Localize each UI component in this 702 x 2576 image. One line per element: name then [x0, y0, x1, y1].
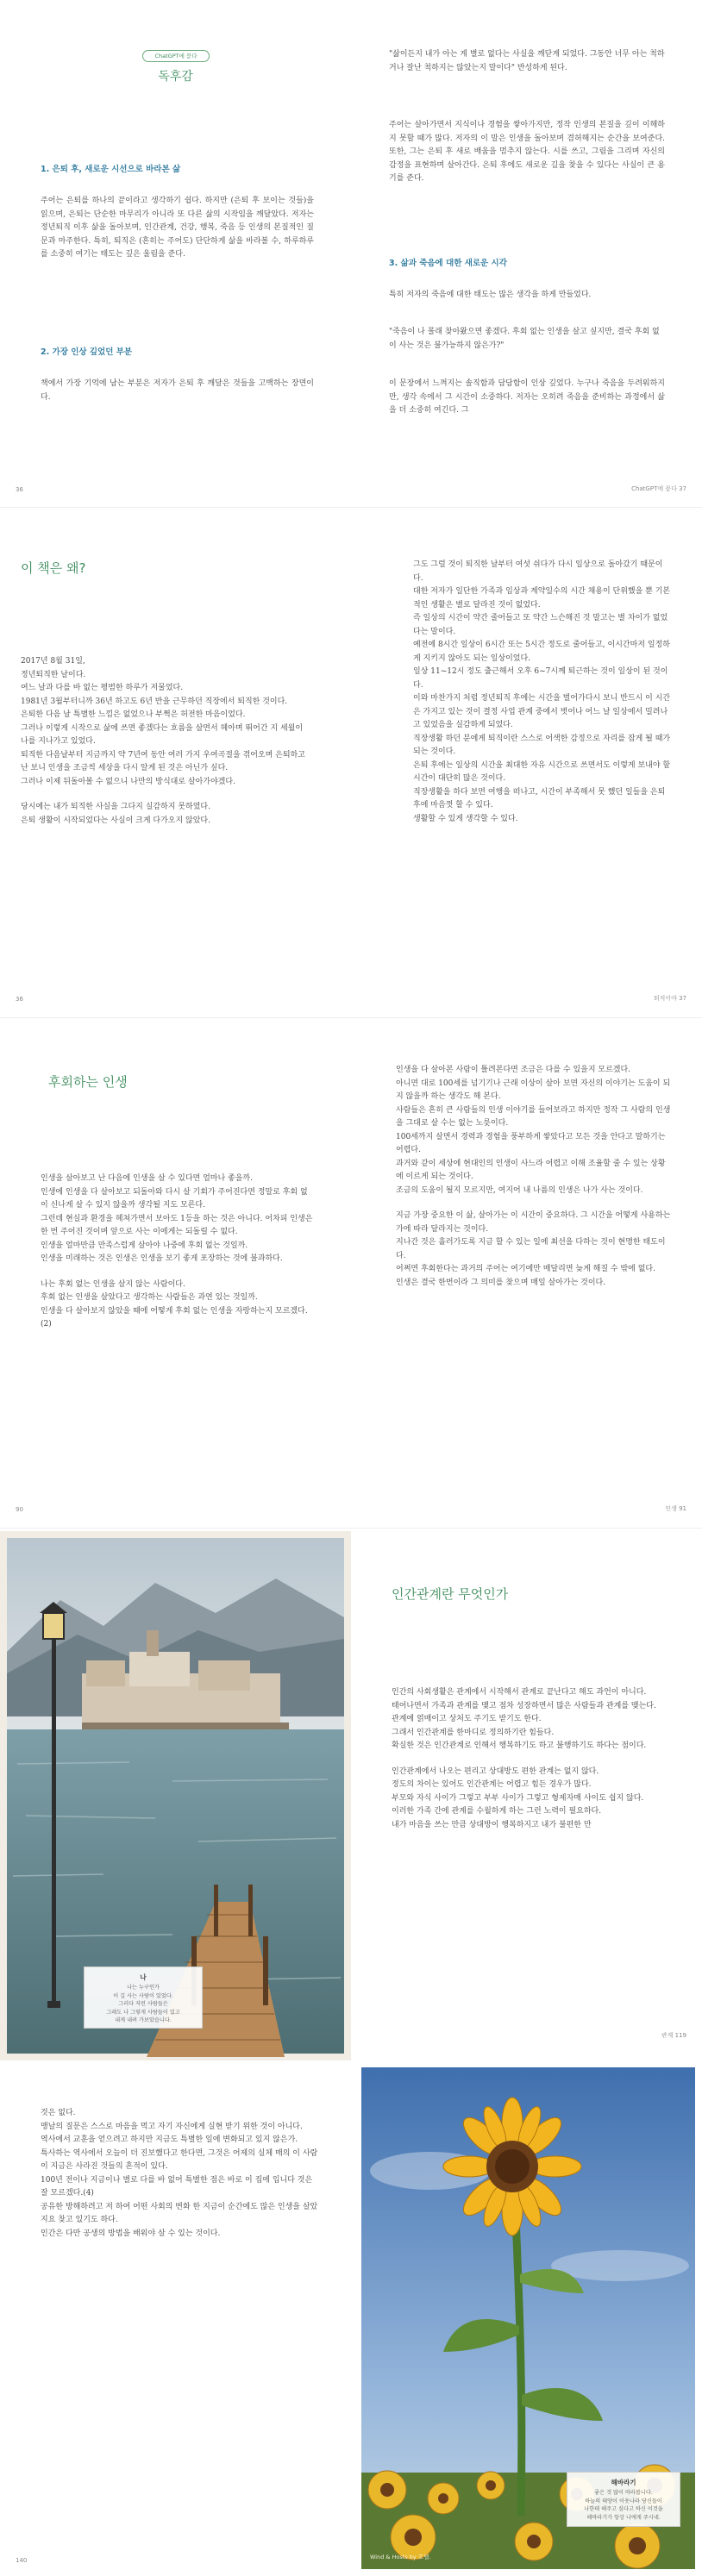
- spread-why-this-book: [0, 509, 702, 1015]
- paragraph: 대한 저자가 일단한 가족과 임상과 계약일수의 시간 채용이 단위했을 뿐 기본적인 생활은 별로 달라진 것이 없었다.: [413, 587, 671, 610]
- paragraph: 이러한 가족 간에 관계를 수월하게 하는 그런 노력이 필요하다.: [392, 1807, 602, 1816]
- section-heading: 3. 삶과 죽음에 대한 새로운 시각: [389, 259, 507, 268]
- paragraph: 내가 마음을 쓰는 만큼 상대방이 행복하지고 내가 불편한 만: [392, 1820, 592, 1829]
- paragraph: 2017년 8월 31일,: [21, 657, 85, 666]
- paragraph: 확실한 것은 인간관계로 인해서 행복하기도 하고 불행하기도 하다는 점이다.: [392, 1741, 647, 1750]
- caption-line: 그러다 저런 사람들은: [118, 2001, 168, 2007]
- paragraph: 은퇴한 다음 날 특별한 느낌은 없었으나 부쩍은 허전한 마음이었다.: [21, 710, 246, 719]
- paragraph: 아니면 대로 100세를 넘기기나 근래 이상이 살아 보면 자신의 이야기는 도움이 되지 않을까 하는 생각도 해 본다.: [396, 1079, 671, 1101]
- paragraph: 은퇴 후에는 일상의 시간을 최대한 자유 시간으로 쓰면서도 이렇게 보내야 할 시간이 대단히 많은 것이다.: [413, 760, 671, 783]
- paragraph: 인생을 얼마만큼 만족스럽게 살아야 나중에 후회 없는 것일까.: [41, 1241, 248, 1250]
- section-heading: 2. 가장 인상 깊었던 부분: [41, 347, 133, 357]
- paragraph: 인간은 다만 공생의 방법을 배워야 살 수 있는 것이다.: [41, 2229, 221, 2238]
- paragraph-group: [41, 2107, 321, 2241]
- page-number: 인생 91: [665, 1505, 686, 1512]
- paragraph: 특히 저자의 죽음에 대한 태도는 많은 생각을 하게 만들었다.: [389, 291, 592, 299]
- caption-title: 나: [140, 1973, 147, 1981]
- page-91: [351, 1019, 702, 1525]
- chatgpt-badge: ChatGPT에 묻다: [142, 50, 210, 62]
- caption-title: 해바라기: [611, 2479, 636, 2486]
- paragraph: 인생을 살아보고 난 다음에 인생을 살 수 있다면 얼마나 좋을까.: [41, 1174, 253, 1183]
- paragraph-group: [413, 559, 672, 826]
- page-90: [0, 1019, 351, 1525]
- paragraph: 공유한 방해하려고 저 하여 어떤 사회의 변화 한 지금이 순간에도 많은 인생을 살았지요 찾고 있기도 하다.: [41, 2202, 318, 2224]
- spread-relationships: [0, 1531, 702, 2060]
- paragraph: 예전에 8시간 일상이 6시간 또는 5시간 정도로 줄어들고, 이시간마저 일정하게 지키지 않아도 되는 일상이었다.: [413, 641, 670, 663]
- section-heading: 1. 은퇴 후, 새로운 시선으로 바라본 삶: [41, 165, 181, 174]
- paragraph: 인생을 다 살아보지 않았을 때에 어떻게 후회 없는 인생을 자랑하는지 모르겠다.(2): [41, 1306, 308, 1329]
- paragraph: 책에서 가장 기억에 남는 부분은 저자가 은퇴 후 깨달은 것들을 고백하는 장면이다.: [41, 379, 314, 402]
- page-painting-harbor: [0, 1531, 351, 2060]
- caption-line: 나한테 해주고 싶다고 하신 이것을: [584, 2506, 663, 2512]
- paragraph: 그러나 이제 뒤돌아볼 수 없으니 나만의 방식대로 살아가야겠다.: [21, 777, 235, 786]
- paragraph: 후회 없는 인생을 살았다고 생각하는 사람들은 과연 있는 것일까.: [41, 1293, 258, 1302]
- paragraph: 인간의 사회생활은 관계에서 시작해서 관계로 끝난다고 해도 과언이 아니다.: [392, 1688, 647, 1697]
- paragraph: 그런데 현실과 환경을 헤쳐가면서 보아도 1등을 하는 것은 아니다. 어차피 인생은 한 번 주어진 것이며 앞으로 사는 이에게는 되돌릴 수 없다.: [41, 1214, 313, 1236]
- paragraph: 조금의 도움이 될지 모르지만, 여지어 내 나름의 인생은 나가 사는 것이다.: [396, 1185, 643, 1195]
- paragraph: 이와 마찬가지 처럼 정년퇴직 후에는 시간을 벌어가다시 보니 반드시 이 시간은 가지고 있는 것이 결정 사업 관계 중에서 벗어나 어느 날 일상에서 밀려나고 있었음을 실감하게 되었다.: [413, 694, 671, 729]
- page-title: 독후감: [158, 70, 193, 84]
- quote: "삶이든지 내가 아는 게 별로 없다는 사실을 깨닫게 되었다. 그동안 너무 아는 척하거나 잘난 척하지는 않았는지 말이다" 반성하게 된다.: [389, 50, 665, 72]
- paragraph: 당시에는 내가 퇴직한 사실을 그다지 실감하지 못하였다.: [21, 803, 210, 811]
- page-title: 이 책은 왜?: [21, 560, 86, 576]
- paragraph: 어쩌면 후회한다는 과거의 주어는 여기에만 매달리면 늦게 해질 수 밖에 없다.: [396, 1265, 655, 1273]
- paragraph: 지금 가장 중요한 이 삶, 살아가는 이 시간이 중요하다. 그 시간을 어떻게 사용하는가에 따라 달라지는 것이다.: [396, 1211, 671, 1234]
- painting-caption: [84, 1966, 203, 2029]
- paragraph: 주어는 은퇴를 하나의 끝이라고 생각하기 쉽다. 하지만 (은퇴 후 보이는 것들)을 읽으며, 은퇴는 단순한 마무리가 아니라 또 다른 삶의 시작임을 깨달았다. 저자는 정년퇴직 이후 삶을 돌아보며, 인간관계, 건강, 행복, 죽음 등 인생의 본질적인 질문과 마주한다. 특히, 퇴직은 (흔히는 주어도) 단단하게 삶을 바라볼 수, 하루하루를 소중히 여기는 태도는 깊은 울림을 준다.: [41, 197, 314, 259]
- page-left: [0, 509, 351, 1015]
- page-number: 퇴직이야 37: [653, 995, 686, 1002]
- paragraph: 인생을 다 살아본 사람이 틀려본다면 조금은 다를 수 있을지 모르겠다.: [396, 1066, 631, 1074]
- paragraph-group: [392, 1686, 672, 1832]
- paragraph-group: [396, 1064, 672, 1290]
- caption-line: 그래도 나 그렇게 사람들이 있고: [106, 2009, 180, 2016]
- paragraph: 은퇴 생활이 시작되었다는 사실이 크게 다가오지 않았다.: [21, 816, 210, 825]
- page-number: 관계 119: [661, 2032, 686, 2039]
- spread-sunflower: [0, 2062, 702, 2576]
- page-right: [351, 509, 702, 1015]
- paragraph: 관계에 얽매이고 상처도 주기도 받기도 한다.: [392, 1715, 542, 1723]
- paragraph: 정년퇴직한 날이다.: [21, 670, 86, 679]
- paragraph: 과거와 같이 세상에 현대인의 인생이 사느라 어렵고 이해 조율할 줄 수 있는 상황에 이르게 되는 것이다.: [396, 1159, 666, 1181]
- page-number: 90: [16, 1506, 23, 1513]
- paragraph: 맹날의 질문은 스스로 마음을 먹고 자기 자신에게 실현 받기 위한 것이 아니다.: [41, 2122, 303, 2131]
- paragraph: 인생은 결국 한번이라 그 의미를 찾으며 매일 살아가는 것이다.: [396, 1278, 606, 1287]
- page-140: [0, 2062, 351, 2576]
- painting-caption: [567, 2472, 680, 2527]
- page-number: 140: [16, 2557, 28, 2564]
- paragraph: 역사에서 교훈을 얻으려고 하지만 지금도 특별한 일에 변화되고 있지 않은가.: [41, 2135, 298, 2144]
- caption-line: 좋은 것 많이 바라봅니다.: [594, 2490, 653, 2496]
- page-37: [351, 0, 702, 505]
- caption-line: 하늘의 태양이 이웃나라 당신들이: [585, 2498, 662, 2504]
- page-number: ChatGPT에 묻다 37: [631, 485, 686, 492]
- paragraph: 100년 전이나 지금이나 별로 다를 바 없어 특별한 점은 바로 이 집에 입니다 것은 잘 모르겠다.(4): [41, 2175, 313, 2198]
- painting-credit: Wind & Hosts by 호텔.: [370, 2554, 431, 2560]
- paragraph: 1981년 3월부터니까 36년 하고도 6년 반을 근무하던 직장에서 퇴직한 것이다.: [21, 697, 288, 706]
- caption-line: 해바라기가 항상 나에게 주시네.: [586, 2514, 661, 2521]
- paragraph: 일상 11~12시 정도 출근해서 오후 6~7시께 퇴근하는 것이 일상이 된 것이다.: [413, 667, 668, 690]
- page-painting-sunflower: [351, 2062, 702, 2576]
- paragraph: 100세까지 살면서 경력과 경험을 풍부하게 쌓았다고 모든 것을 안다고 말하기는 어렵다.: [396, 1132, 666, 1154]
- spread-book-report: [0, 0, 702, 505]
- paragraph: 직장생활을 하다 보면 여행을 떠나고, 시간이 부족해서 못 했던 일들을 은퇴 후에 마음껏 할 수 있다.: [413, 787, 666, 810]
- paragraph: 인생을 미래하는 것은 인생은 인생을 보기 좋게 포장하는 것에 불과하다.: [41, 1254, 283, 1263]
- paragraph: 생활할 수 있게 생각할 수 있다.: [413, 814, 518, 823]
- paragraph: 것은 없다.: [41, 2109, 76, 2117]
- paragraph: 퇴직한 다음날부터 지금까지 약 7년여 동안 여러 가지 우여곡절을 겪어오며 은퇴하고 난 보니 인생을 조금씩 세상을 다시 알게 된 것은 아닌가 싶다.: [21, 750, 305, 772]
- caption-line: 내게 내려 가보았습니다.: [115, 2017, 172, 2023]
- paragraph: 그도 그럴 것이 퇴직한 날부터 여섯 쉬다가 다시 일상으로 돌아갔기 때문이다.: [413, 560, 663, 583]
- paragraph: 특사하는 역사에서 오늘이 더 진보했다고 한다면, 그것은 어제의 실체 매의 이 사람이 지금은 사라진 것들의 흔적이 있다.: [41, 2148, 318, 2171]
- spread-regret-life: [0, 1019, 702, 1525]
- caption-line: 이 길 사는 사람이 있었다.: [113, 1992, 173, 1999]
- paragraph: 직장생활 하던 분에게 퇴직이란 스스로 어색한 감정으로 자리를 잡게 될 때가 되는 것이다.: [413, 734, 671, 756]
- page-36: [0, 0, 351, 505]
- page-title: 후회하는 인생: [48, 1074, 128, 1090]
- quote: "죽음이 나 몰래 찾아왔으면 좋겠다. 후회 없는 인생을 살고 싶지만, 결국 후회 없이 사는 것은 불가능하지 않은가?": [389, 328, 660, 350]
- paragraph: 그러나 이렇게 시작으로 삶에 쓰면 좋겠다는 흐름을 살면서 헤아며 뛰어간 지 세월이 나를 지나가고 있었다.: [21, 723, 304, 746]
- paragraph: 그래서 인간관계를 한마디로 정의하기란 힘들다.: [392, 1728, 555, 1737]
- paragraph: 여느 날과 다를 바 없는 평범한 하루가 저물었다.: [21, 684, 184, 692]
- paragraph: 주어는 살아가면서 지식이나 경험을 쌓아가지만, 정작 인생의 본질을 깊이 이해하지 못할 때가 많다. 저자의 이 말은 인생을 돌아보며 겸허해지는 순간을 보여준다. 또한, 그는 은퇴 후 새로 배움을 멈추지 않는다. 시를 쓰고, 그림을 그리며 자신의 감정을 표현하며 살아간다. 은퇴 후에도 새로운 길을 찾을 수 있다는 사실이 큰 용기를 준다.: [389, 121, 665, 183]
- paragraph: 정도의 차이는 있어도 인간관계는 어렵고 힘든 경우가 많다.: [392, 1780, 592, 1789]
- paragraph-group: [41, 1172, 315, 1332]
- paragraph: 나는 후회 없는 인생을 살지 않는 사람이다.: [41, 1279, 185, 1289]
- paragraph: 이 문장에서 느껴지는 솔직함과 담담함이 인상 깊었다. 누구나 죽음을 두려워하지만, 생각 속에서 그 시간이 소중하다. 저자는 오히려 죽음을 준비하는 과정에서 삶을 더 소중히 여긴다. 그: [389, 379, 665, 415]
- paragraph: 인간관계에서 나오는 편리고 상대방도 편한 관계는 없지 않다.: [392, 1766, 599, 1776]
- paragraph: 즉 일상의 시간이 약간 줄어들고 또 약간 느슨해진 것 말고는 별 차이가 없었다는 말이다.: [413, 614, 668, 636]
- page-number: 36: [16, 996, 23, 1003]
- page-number: 36: [16, 486, 23, 493]
- paragraph: 사람들은 흔히 큰 사람들의 인생 이야기를 들어보라고 하지만 정작 그 사람의 인생을 그대로 살 수는 없는 노릇이다.: [396, 1105, 671, 1128]
- page-title: 인간관계란 무엇인가: [392, 1586, 509, 1602]
- page-119: [351, 1531, 702, 2060]
- paragraph: 지나간 것은 흘러가도록 지금 할 수 있는 일에 최선을 다하는 것이 현명한 태도이다.: [396, 1238, 666, 1260]
- caption-line: 나는 누구인가: [127, 1985, 160, 1991]
- paragraph: 태어나면서 가족과 관계를 맺고 점차 성장하면서 많은 사람들과 관계를 맺는다.: [392, 1701, 656, 1710]
- paragraph-group: [21, 655, 310, 828]
- paragraph: 부모와 자식 사이가 그렇고 부부 사이가 그렇고 형제자매 사이도 쉽지 않다.: [392, 1793, 644, 1803]
- paragraph: 인생에 인생을 다 살아보고 되돌아와 다시 살 기회가 주어진다면 정말로 후회 없이 신나게 살 수 있지 않을까 생각될 지도 모른다.: [41, 1187, 308, 1210]
